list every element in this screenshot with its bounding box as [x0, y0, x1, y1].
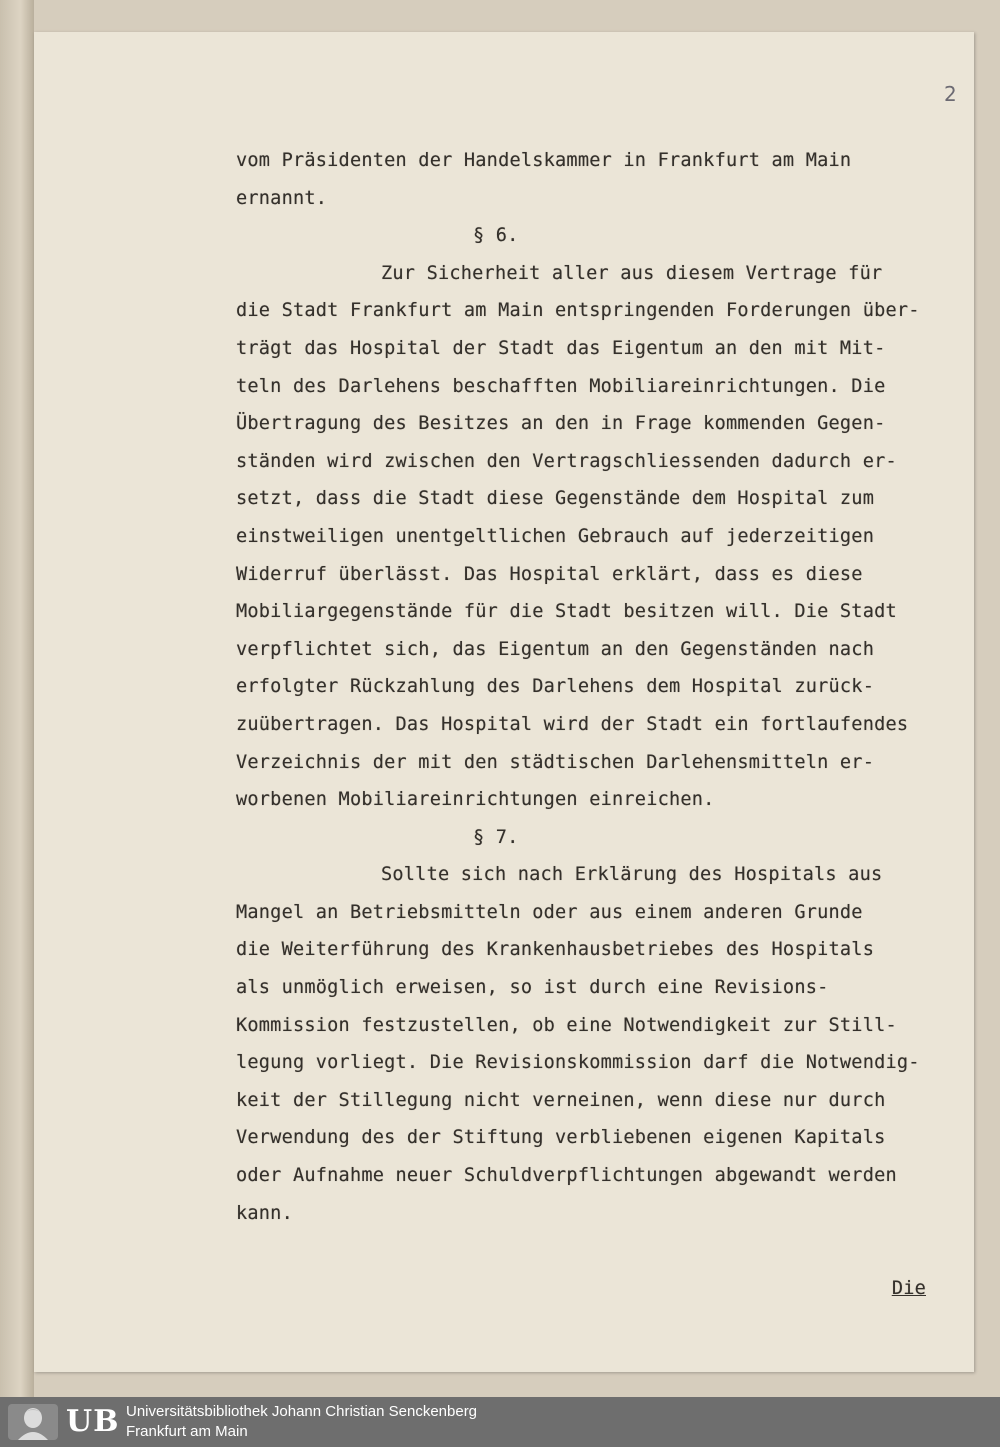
- text-line: teln des Darlehens beschafften Mobiliareinrichtungen. Die: [236, 375, 886, 397]
- text-line: ernannt.: [236, 187, 328, 209]
- text-line: vom Präsidenten der Handelskammer in Frankfurt am Main: [236, 150, 852, 171]
- text-line: zuübertragen. Das Hospital wird der Stadt ein fortlaufendes: [236, 713, 909, 735]
- ub-logo: [6, 1402, 118, 1442]
- footer-bar: [0, 1397, 1000, 1447]
- text-line: Verwendung des der Stiftung verbliebenen eigenen Kapitals: [236, 1127, 886, 1149]
- text-line: Sollte sich nach Erklärung des Hospitals aus: [381, 864, 883, 886]
- text-line: ständen wird zwischen den Vertragschliessenden dadurch er-: [236, 450, 897, 472]
- text-line: erfolgter Rückzahlung des Darlehens dem Hospital zurück-: [236, 676, 875, 698]
- text-line: Zur Sicherheit aller aus diesem Vertrage für: [381, 262, 883, 284]
- text-line: die Weiterführung des Krankenhausbetriebes des Hospitals: [236, 939, 875, 961]
- spacer: [236, 1232, 956, 1270]
- text-line: kann.: [236, 1202, 293, 1224]
- text-line: die Stadt Frankfurt am Main entspringenden Forderungen über-: [236, 300, 920, 322]
- catchword: Die: [891, 1277, 926, 1299]
- text-line: Kommission festzustellen, ob eine Notwendigkeit zur Still-: [236, 1014, 897, 1036]
- text-line: setzt, dass die Stadt diese Gegenstände dem Hospital zum: [236, 488, 875, 510]
- text-line: Mobiliargegenstände für die Stadt besitzen will. Die Stadt: [236, 601, 897, 623]
- text-line: worbenen Mobiliareinrichtungen einreichen.: [236, 789, 715, 811]
- footer-line-institution: Universitätsbibliothek Johann Christian Senckenberg: [126, 1403, 478, 1420]
- text-line: keit der Stillegung nicht verneinen, wenn diese nur durch: [236, 1089, 886, 1111]
- left-page-edge: [0, 0, 34, 1397]
- text-line: oder Aufnahme neuer Schuldverpflichtungen abgewandt werden: [236, 1165, 897, 1187]
- text-line: verpflichtet sich, das Eigentum an den Gegenständen nach: [236, 638, 875, 660]
- section-heading: § 7.: [473, 826, 519, 848]
- footer-credit: [126, 1402, 477, 1442]
- page-number: 2: [944, 82, 957, 106]
- text-line: einstweiligen unentgeltlichen Gebrauch auf jederzeitigen: [236, 525, 875, 547]
- typed-text-body: [236, 142, 956, 1307]
- catchword-line: [236, 1270, 956, 1308]
- text-line: Übertragung des Besitzes an den in Frage kommenden Gegen-: [236, 413, 886, 435]
- ub-logo-text: UB: [66, 1404, 120, 1439]
- text-line: trägt das Hospital der Stadt das Eigentum an den mit Mit-: [236, 337, 886, 359]
- section-heading: § 6.: [473, 225, 519, 247]
- text-line: Mangel an Betriebsmitteln oder aus einem anderen Grunde: [236, 901, 863, 923]
- footer-line-city: Frankfurt am Main: [126, 1423, 248, 1440]
- portrait-icon: [6, 1402, 66, 1442]
- text-line: Widerruf überlässt. Das Hospital erklärt, dass es diese: [236, 563, 863, 585]
- text-line: als unmöglich erweisen, so ist durch eine Revisions-: [236, 977, 829, 999]
- text-line: legung vorliegt. Die Revisionskommission darf die Notwendig-: [236, 1052, 920, 1074]
- text-line: Verzeichnis der mit den städtischen Darlehensmitteln er-: [236, 751, 875, 773]
